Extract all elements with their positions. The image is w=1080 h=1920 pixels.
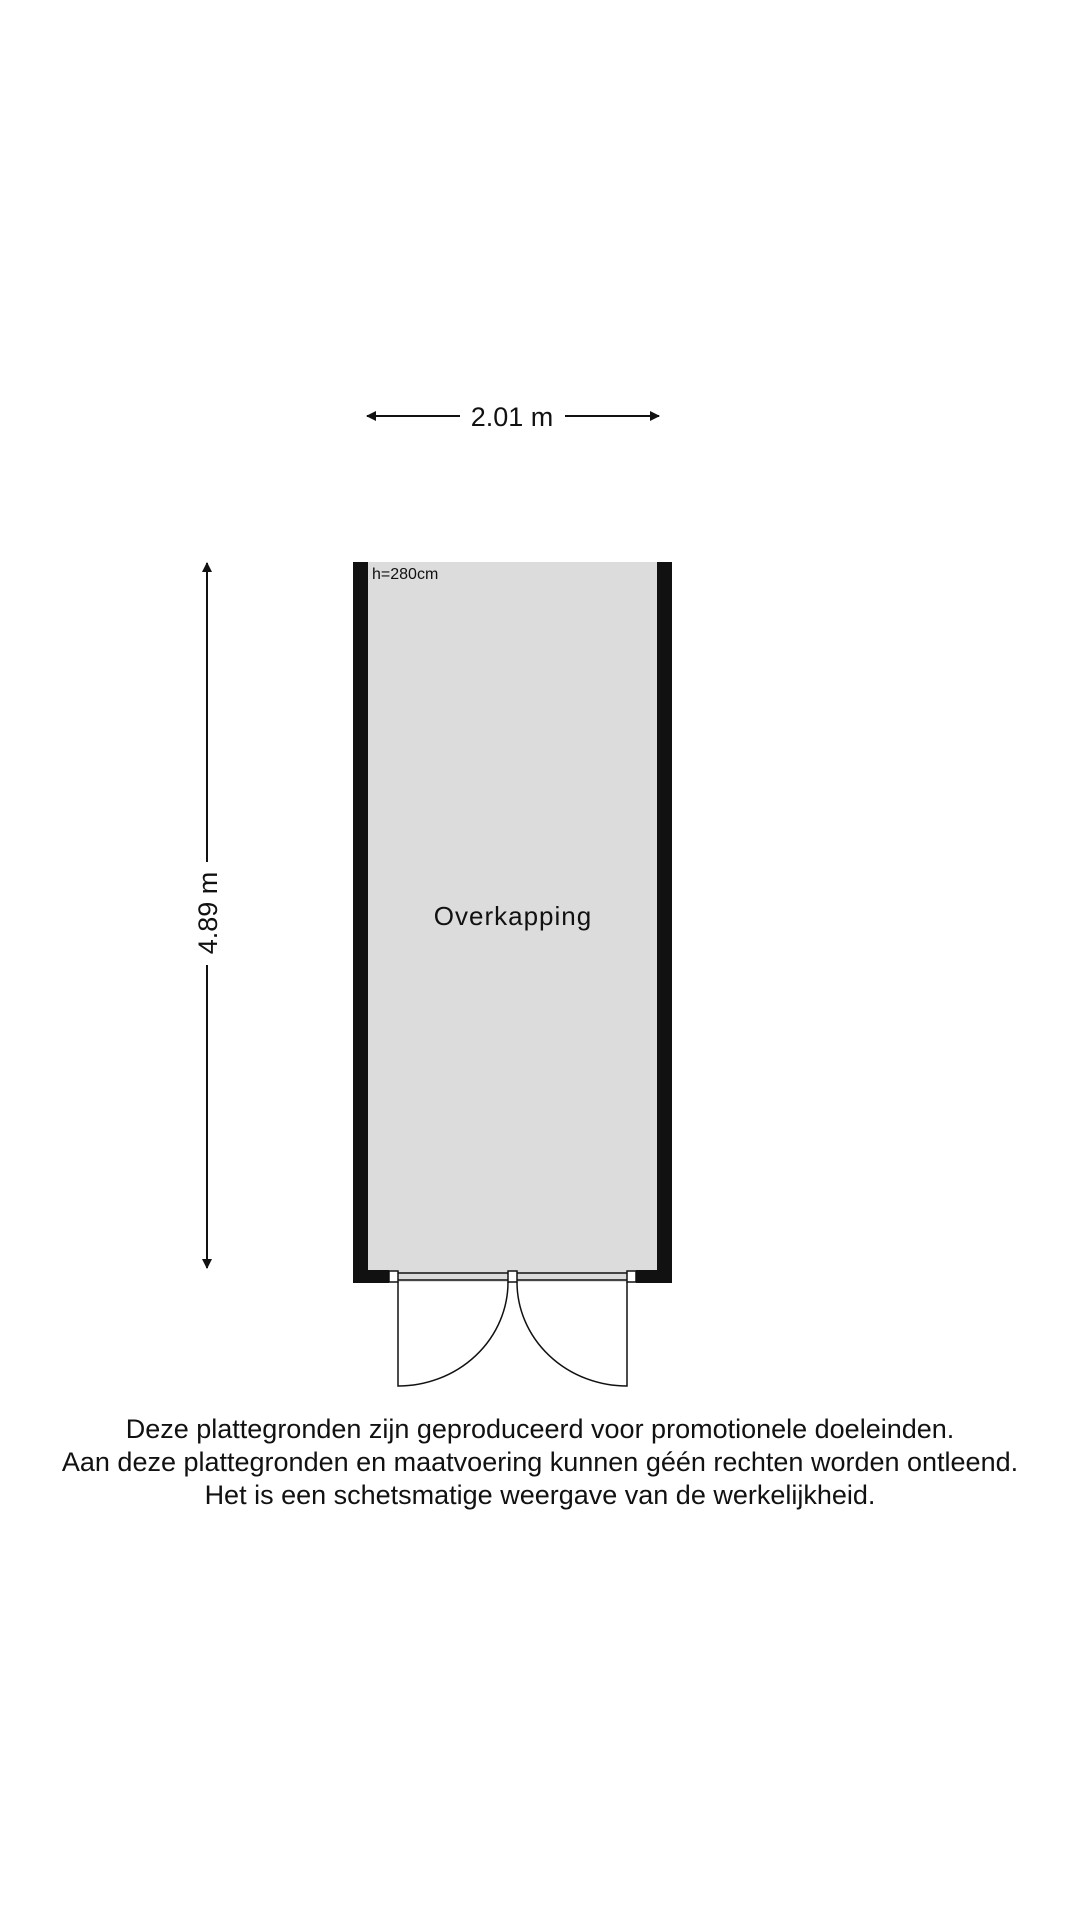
door-leaf-right — [517, 1282, 627, 1386]
disclaimer-line: Deze plattegronden zijn geproduceerd voor promotionele doeleinden. — [125, 1414, 955, 1444]
wall-bottom-left-stub — [353, 1270, 389, 1283]
disclaimer-line: Het is een schetsmatige weergave van de werkelijkheid. — [204, 1480, 876, 1510]
disclaimer-text — [0, 1413, 1080, 1512]
wall-left — [353, 562, 368, 1283]
ceiling-height-label: h=280cm — [372, 566, 439, 583]
room-name-label: Overkapping — [433, 901, 593, 931]
wall-right — [657, 562, 672, 1283]
double-door-swing — [398, 1282, 627, 1386]
disclaimer-line: Aan deze plattegronden en maatvoering kunnen géén rechten worden ontleend. — [61, 1447, 1019, 1477]
width-dimension-label: 2.01 m — [470, 402, 554, 432]
depth-dimension-label: 4.89 m — [193, 871, 223, 955]
wall-bottom-right-stub — [636, 1270, 672, 1283]
door-leaf-left — [398, 1282, 508, 1386]
